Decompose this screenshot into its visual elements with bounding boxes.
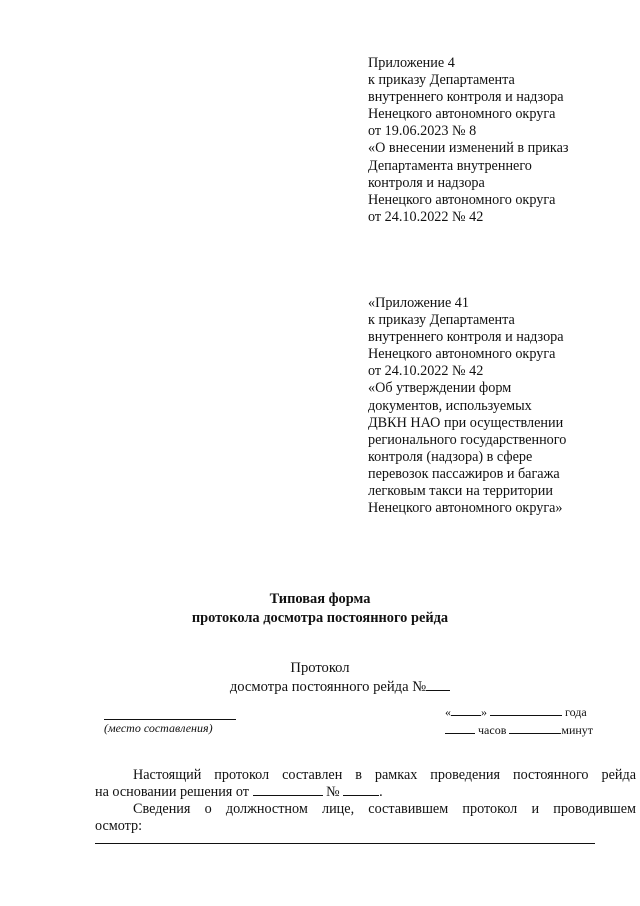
appendix-line: Ненецкого автономного округа — [368, 106, 556, 123]
quoted-line: контроля (надзора) в сфере — [368, 448, 533, 465]
year-label: года — [565, 705, 587, 719]
quoted-line: Ненецкого автономного округа» — [368, 500, 563, 517]
time-line — [445, 723, 593, 738]
place-caption: (место составления) — [104, 721, 213, 735]
quoted-line: «Об утверждении форм — [368, 380, 512, 397]
minutes-field[interactable] — [509, 732, 561, 734]
body-paragraph-2-line-2: осмотр: — [95, 818, 143, 834]
protocol-title-line: Протокол — [290, 660, 350, 676]
date-line — [445, 705, 587, 720]
quoted-line: к приказу Департамента — [368, 312, 515, 329]
form-title-line: Типовая форма — [269, 591, 371, 607]
body-paragraph-2-line-1 — [95, 801, 636, 819]
protocol-number-label: досмотра постоянного рейда № — [229, 679, 427, 695]
hours-field[interactable] — [445, 732, 475, 734]
quoted-line: регионального государственного — [368, 431, 567, 448]
body-paragraph-1-line-2 — [95, 784, 383, 802]
appendix-line: Ненецкого автономного округа — [368, 191, 556, 208]
body-text: Сведения о должностном лице, составившем протокол и проводившем — [133, 801, 636, 817]
appendix-line: Приложение 4 — [368, 55, 455, 71]
appendix-line: контроля и надзора — [368, 174, 485, 191]
quoted-line: внутреннего контроля и надзора — [368, 329, 564, 346]
month-field[interactable] — [490, 714, 562, 716]
hours-label: часов — [478, 723, 507, 737]
appendix-line: Департамента внутреннего — [368, 157, 532, 174]
quoted-line: документов, используемых — [368, 397, 532, 414]
period: . — [379, 784, 383, 800]
quoted-line: от 24.10.2022 № 42 — [368, 363, 484, 380]
quoted-appendix-block — [368, 295, 566, 517]
quoted-line: перевозок пассажиров и багажа — [368, 465, 560, 482]
decision-number-field[interactable] — [343, 794, 379, 796]
decision-number-label: № — [326, 784, 340, 800]
protocol-title — [0, 659, 640, 697]
appendix-line: от 24.10.2022 № 42 — [368, 208, 484, 225]
official-info-field[interactable] — [95, 842, 595, 844]
appendix-line: к приказу Департамента — [368, 72, 515, 89]
appendix-line: внутреннего контроля и надзора — [368, 89, 564, 106]
decision-date-label: на основании решения от — [95, 784, 249, 800]
body-text: Настоящий протокол составлен в рамках проведения постоянного рейда — [133, 767, 636, 783]
quoted-line: легковым такси на территории — [368, 483, 553, 500]
quoted-line: Ненецкого автономного округа — [368, 346, 556, 363]
protocol-number-field[interactable] — [426, 689, 450, 691]
day-field[interactable] — [451, 714, 481, 716]
decision-date-field[interactable] — [253, 794, 323, 796]
form-title-line: протокола досмотра постоянного рейда — [191, 610, 449, 626]
place-field[interactable] — [104, 718, 236, 720]
appendix-line: «О внесении изменений в приказ — [368, 140, 569, 157]
form-title — [0, 590, 640, 628]
date-quote-close: » — [481, 705, 487, 719]
body-paragraph-1-line-1 — [95, 767, 636, 785]
protocol-title-line — [40, 678, 640, 697]
appendix-header-block — [368, 55, 569, 226]
quoted-line: ДВКН НАО при осуществлении — [368, 414, 564, 431]
minutes-label: минут — [561, 723, 594, 737]
quoted-line: «Приложение 41 — [368, 295, 469, 311]
appendix-line: от 19.06.2023 № 8 — [368, 123, 477, 140]
date-quote-open: « — [445, 705, 451, 719]
